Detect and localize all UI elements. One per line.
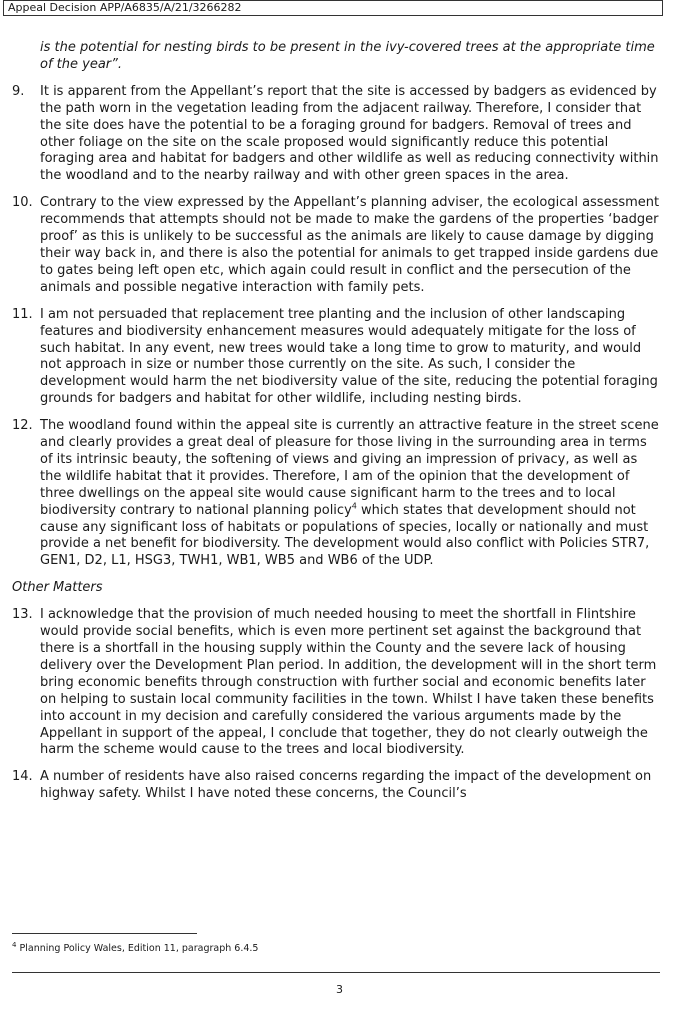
paragraph-text: [40, 418, 662, 570]
footnote-divider: [12, 933, 197, 934]
footnote: [12, 940, 259, 955]
quote-continuation: is the potential for nesting birds to be present in the ivy-covered trees at the appropriate time of the year”.: [40, 40, 655, 72]
footnote-mark: 4: [12, 940, 17, 949]
paragraph-12: [12, 418, 662, 570]
paragraph-number: 14.: [12, 769, 33, 785]
paragraph-number: 11.: [12, 306, 33, 322]
paragraph-10: [12, 195, 662, 296]
paragraph-11: [12, 307, 662, 408]
paragraph-text-part: The woodland found within the appeal site is currently an attractive feature in the street scene and clearly provides a great deal of pleasure for those living in the surrounding area in terms of its intrinsic beauty, the softening of views and giving an impression of privacy, as well as the wildlife habitat that it provides. Therefore, I am of the opinion that the development of three dwellings on the appeal site would cause significant harm to the trees and to local biodiversity contrary to national planning policy: [40, 418, 659, 518]
page-number: 3: [336, 983, 343, 996]
section-heading: Other Matters: [12, 580, 103, 596]
paragraph-text: I am not persuaded that replacement tree planting and the inclusion of other landscaping features and biodiversity enhancement measures would adequately mitigate for the loss of such habitat. In any event, new trees would take a long time to grow to maturity, and would not approach in size or number those currently on the site. As such, I consider the development would harm the net biodiversity value of the site, reducing the potential foraging grounds for badgers and habitat for other wildlife, including nesting birds.: [40, 306, 658, 407]
paragraph-number: 13.: [12, 607, 33, 623]
paragraph-text-part: which states that development should not cause any significant loss of habitats or populations of species, locally or nationally and must provide a net benefit for biodiversity. The development would also conflict with Policies STR7, GEN1, D2, L1, HSG3, TWH1, WB1, WB5 and WB6 of the UDP.: [40, 502, 650, 569]
paragraph-text: Contrary to the view expressed by the Appellant’s planning adviser, the ecological assessment recommends that attempts should not be made to make the gardens of the properties ‘badger proof’ as this is unlikely to be successful as the animals are likely to cause damage by digging their way back in, and there is also the potential for animals to get trapped inside gardens due to gates being left open etc, which again could result in conflict and the persecution of the animals and possible negative interaction with family pets.: [40, 195, 660, 295]
paragraph-14: [12, 769, 662, 803]
paragraph-number: 9.: [12, 83, 25, 99]
paragraph-9: [12, 84, 662, 185]
paragraph-text: I acknowledge that the provision of much needed housing to meet the shortfall in Flintshire would provide social benefits, which is even more pertinent set against the background that there is a shortfall in the housing supply within the County and the severe lack of housing delivery over the Development Plan period. In addition, the development will in the short term bring economic benefits through construction with further social and economic benefits later on helping to sustain local community facilities in the town. Whilst I have taken these benefits into account in my decision and carefully considered the various arguments made by the Appellant in support of the appeal, I conclude that together, they do not clearly outweigh the harm the scheme would cause to the trees and local biodiversity.: [40, 607, 657, 758]
document-header: Appeal Decision APP/A6835/A/21/3266282: [3, 0, 663, 16]
paragraph-13: [12, 607, 662, 759]
paragraph-number: 12.: [12, 418, 33, 434]
footer-divider: [12, 972, 660, 973]
paragraph-number: 10.: [12, 195, 33, 211]
document-body: [12, 40, 662, 803]
paragraph-text: It is apparent from the Appellant’s report that the site is accessed by badgers as evidenced by the path worn in the vegetation leading from the adjacent railway. Therefore, I consider that the site does have the potential to be a foraging ground for badgers. Removal of trees and other foliage on the site on the scale proposed would significantly reduce this potential foraging area and habitat for badgers and other wildlife as well as reducing connectivity within the woodland and to the nearby railway and with other green spaces in the area.: [40, 83, 659, 184]
footnote-reference: 4: [351, 501, 357, 511]
footnote-text: Planning Policy Wales, Edition 11, paragraph 6.4.5: [19, 943, 259, 954]
paragraph-text: A number of residents have also raised concerns regarding the impact of the development on highway safety. Whilst I have noted these concerns, the Council’s: [40, 769, 652, 802]
